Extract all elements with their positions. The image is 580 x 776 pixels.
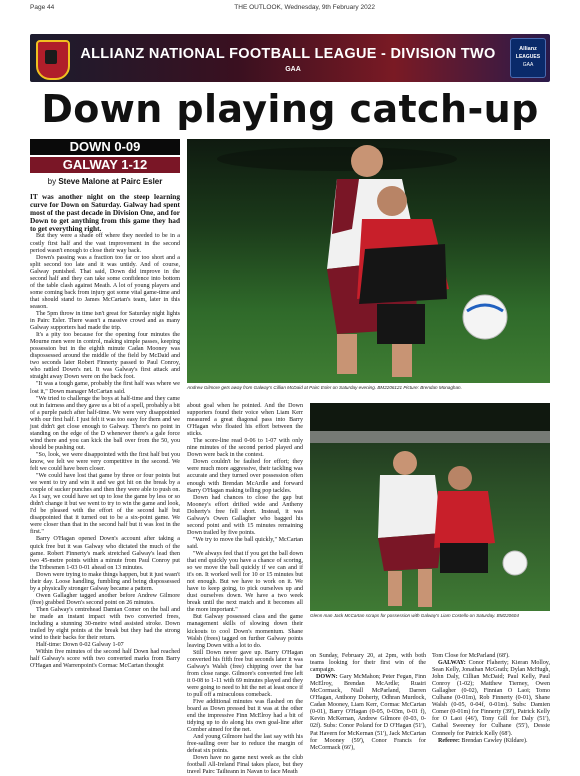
paragraph: Still Down never gave up. Barry O'Hagan converted his fifth free but seconds later it was Galway's Walsh (free) chipping over the bar from close range. Gilmore's converted free left it 0-08 to 1-11 with 69 minutes played and they were going to need to hit the net at least once if to pull off a miraculous comeback.	[187, 649, 303, 698]
match-photo-2	[310, 403, 550, 611]
photo-2-caption: Glenn man Jack McCartan scraps for possession with Galway's Liam Costello on Saturday. BM220604	[310, 613, 519, 618]
paragraph: The score-line read 0-06 to 1-07 with only nine minutes of the second period played and Down were back in the contest.	[187, 438, 303, 459]
match-photo-1	[187, 139, 550, 383]
paragraph: Tom Close for McParland (68').	[432, 653, 510, 659]
paragraph: The 5pm throw in time isn't great for Saturday night lights in Pairc Esler. There wasn't a massive crowd and as many Galway supporters had made the trip.	[30, 310, 180, 332]
down-team-lineup: DOWN: Gary McMahon; Peter Fegan, Finn McElroy, Brendan McArdle; Ruairi McCormack, Niall McParland, Darren O'Hagan, Anthony Doherty, Odhran Murdock, Cadan Mooney, Liam Kerr, Cormac McCartan (0-01), Barry O'Hagan (0-05, 0-03m, 0-01 f), Kevin McKernan, Andrew Gilmore (0-03, 0-02f). Subs: Conor Poland for D O'Hagan (51'), Pat Havern for McKernan (51'), Jack McCartan for Mooney (59'), Conor Francis for McCormack (66'),	[310, 674, 426, 751]
article-column-4	[432, 653, 550, 744]
byline: by Steve Malone at Pairc Esler	[47, 177, 163, 186]
page-number: Page 44	[30, 4, 55, 11]
banner-title: ALLIANZ NATIONAL FOOTBALL LEAGUE - DIVISION TWO	[80, 46, 496, 62]
article-column-1	[30, 193, 180, 723]
paragraph: Within five minutes of the second half Down had reached half Galway's score with two converted marks from Barry O'Hagan and Warrenpoint's Cormac McCartan thought	[30, 649, 180, 670]
article-column-3	[310, 653, 426, 751]
article-column-2	[187, 403, 303, 776]
paragraph: Owen Gallagher tagged another before Andrew Gilmore (free) grabbed Down's second point on 26 minutes.	[30, 592, 180, 606]
paragraph: "So, look, we were disappointed with the first half but you know, we felt we were very competitive in the second. We felt we could have been closer.	[30, 451, 180, 473]
paragraph: Barry O'Hagan opened Down's account after taking a quick free but it was Galway who dictated the much of the game. Robert Finnerty's mark stretched Galway's lead then two 45-metre points within a minute from Paul Conroy put the Tribesmen 1-03 0-01 ahead on 13 minutes.	[30, 536, 180, 571]
paragraph: But Galway possessed class and the game management skills of slowing down their kickouts to cool Down's momentum. Shane Walsh (frees) tagged on further Galway points leaving Down with a lot to do.	[187, 614, 303, 649]
paper-dateline: THE OUTLOOK, Wednesday, 9th February 2022	[234, 4, 375, 11]
score-galway: GALWAY 1-12	[30, 157, 180, 173]
down-crest-icon	[36, 40, 70, 80]
photo-illustration	[310, 403, 550, 611]
galway-team-lineup: GALWAY: Conor Flaherty; Kieran Molloy, Sean Kelly, Jonathan McGrath; Dylan McHugh, John Daly, Cillian McDaid; Paul Kelly, Paul Conroy (1-02); Matthew Tierney, Owen Gallagher (0-02), Finnian O Laoi; Tomo Culhane (0-01m), Rob Finnerty (0-01), Shane Walsh (0-05, 0-04f, 0-01m). Subs: Damien Comer (0-01m) for Finnerty (39'), Patrick Kelly for O Laoi (46'), Tony Gill for Daly (51'), Cathal Sweeney for Culhane (55'), Dessie Conneely for Patrick Kelly (68').	[432, 660, 550, 737]
paragraph: about goal when he pointed. And the Down supporters found their voice when Liam Kerr measured a great diagonal pass into Barry O'Hagan who floated his effort between the sticks.	[187, 403, 303, 438]
page-header	[30, 4, 555, 11]
league-banner	[30, 34, 550, 82]
paragraph: on Sunday, February 20, at 2pm, with both teams looking for their first win of the campaign.	[310, 653, 426, 674]
gaa-logo: GAA	[285, 66, 301, 73]
paragraph: It's a pity too because for the opening four minutes the Mourne men were in control, making simple passes, keeping possession but in the eighth minute Cadan Mooney was dispossessed around the middle of the field by McDaid and two seconds later Robert Finnerty passed to Paul Conroy, who rattled Down's net. It was Galway's first attack and straight away Down were on the back foot.	[30, 332, 180, 381]
paragraph: But they were a shade off where they needed to be in a costly first half and the vast improvement in the second period wasn't enough to close their way back.	[30, 233, 180, 254]
paragraph: "We could have lost that game by three or four points but we went to try and win it and we got hit on the break by a couple of sucker punches and then they were able to push on. As I say, we could have set up to lose the game by less or so didn't change it but we went to try to win the game and look, I'd be pleased with the effort of the second half but disappointed that it turned out to be a six-point game. We were closer than that in the second half but it was lost in the first."	[30, 473, 180, 536]
paragraph: Down couldn't be faulted for effort; they were much more aggressive, their tackling was accurate and they turned over possession often enough with Brendan McArdle and forward Barry O'Hagan making telling pop tackles.	[187, 459, 303, 494]
photo-illustration	[187, 139, 550, 383]
paragraph: Down were trying to make things happen, but it just wasn't their day. Loose handling, fumbling and being dispossessed by a physically stronger Galway became a pattern.	[30, 571, 180, 592]
photo-1-caption: Andrew Gilmore gets away from Galway's Cillian McDaid at Pairc Esler on Saturday evening. BM2206121 Picture: Brendan Monaghan.	[187, 385, 462, 390]
paragraph: Five additional minutes was flashed on the board as Down pressed but it was at the other end the impressive Finn McElroy had a bit of tidying up to do along his own goal-line after Comber aimed for the net.	[187, 698, 303, 734]
paragraph: "We try to move the ball quickly," McCartan said.	[187, 536, 303, 550]
paragraph: Down have no game next week as the club football All-Ireland Final takes place, but they travel Pairc Tailteann in Navan to face Meath	[187, 755, 303, 776]
lead-paragraph: IT was another night on the steep learning curve for Down on Saturday. Galway had spent most of the past decade in Division One, and for Down to get anything from this game they had to get everything right.	[30, 192, 180, 234]
paragraph: Down had chances to close the gap but Mooney's effort drifted wide and Antheny Doherty's free fell short. Instead, it was Galway's Owen Gallagher who bagged his second point and with 15 minutes remaining Down trailed by five points.	[187, 494, 303, 536]
referee-line: Referee: Brendan Cawley (Kildare).	[438, 737, 528, 744]
paragraph: "We always feel that if you get the ball down that end quickly you have a chance of scoring, so we move the ball quickly if we can and if it's on. It worked well for 10 or 15 minutes but not enough. But we have to work on it. We have to keep going, to pick ourselves up and dust ourselves down. We have a two week break until the next match and it becomes all the more important."	[187, 550, 303, 614]
allianz-leagues-logo: Allianz LEAGUES GAA	[510, 38, 546, 78]
paragraph: Half-time: Down 0-02 Galway 1-07	[36, 642, 124, 649]
paragraph: And young Gilmore had the last say with his free-sailing over bar to reduce the margin of defeat six points.	[187, 734, 303, 755]
headline: Down playing catch-up	[41, 87, 539, 131]
paragraph: Then Galway's centrehead Damian Comer on the ball and he made an instant impact with two converted frees, including a stunning 30-metre wind assisted stroke. Down trailed by eight points at the break but they had the strong wind to their backs for their return.	[30, 606, 180, 642]
score-down: DOWN 0-09	[30, 139, 180, 155]
paragraph: Down's passing was a fraction too far or too short and a split second too late and it was untidy. And of course, Galway punished. That said, Down did improve in the second half and they can take some confidence into bottom of the table clash against Meath. A lot of young players and some coming back from injury got some vital game-time and that should stand to James McCartan's team, later in this season.	[30, 254, 180, 310]
paragraph: "It was a tough game, probably the first half was where we lost it," Down manager McCartan said.	[30, 381, 180, 395]
paragraph: "We tried to challenge the boys at half-time and they came out in fairness and they gave us a bit of a spell, probably a bit of a purple patch after half-time. We were very disappointed with our first half. I just felt it was too easy for them and we just didn't get close enough to Galway. There's no point in standing on the edge of the D whenever there's a gale force wind there and you can kick the ball over from the 50, you should be pushing out.	[30, 395, 180, 451]
